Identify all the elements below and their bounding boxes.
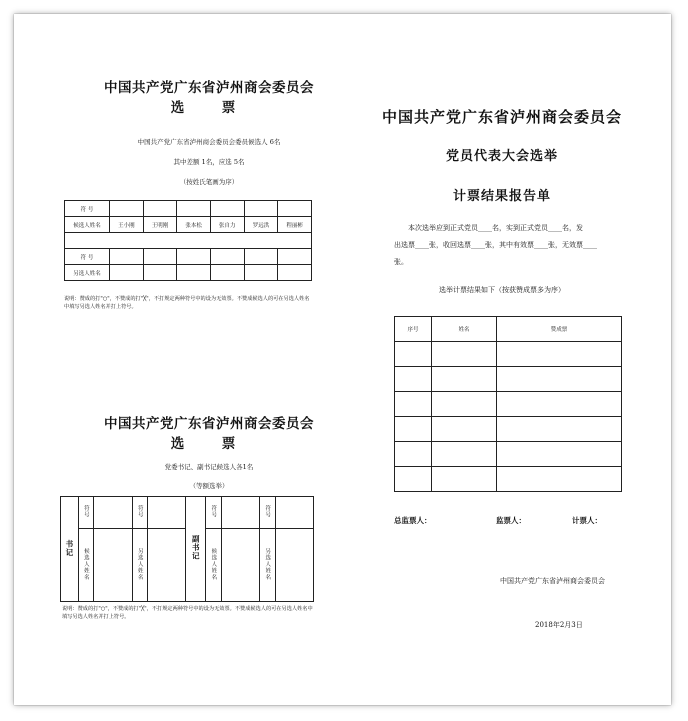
table-cell[interactable] <box>432 367 497 392</box>
vote-cell[interactable] <box>221 497 259 529</box>
table-cell[interactable] <box>497 417 622 442</box>
table-cell[interactable] <box>395 467 432 492</box>
candidate-name-cell[interactable] <box>221 529 259 602</box>
write-in-cell[interactable] <box>110 265 144 281</box>
table-cell[interactable] <box>432 392 497 417</box>
table-cell[interactable] <box>497 467 622 492</box>
vote-cell[interactable] <box>275 497 313 529</box>
candidate-name: 张自力 <box>210 217 244 233</box>
vote-cell[interactable] <box>210 201 244 217</box>
serial-label: 符号 <box>206 497 222 529</box>
document-page <box>14 14 671 705</box>
candidate-name-cell[interactable] <box>94 529 132 602</box>
ballot2-instructions: 说明：赞成的打"○"，不赞成的打"╳"，不打规定两种符号中的设为无效票。不赞成候选人的可在另选人姓名中填写另选人姓名并打上符号。 <box>62 606 313 620</box>
ballot2-election-type: （等额选举） <box>189 482 229 490</box>
other-name-label: 另选人姓名 <box>260 529 276 602</box>
table-cell[interactable] <box>432 417 497 442</box>
row-label: 另选人姓名 <box>65 265 110 281</box>
vote-cell[interactable] <box>143 201 177 217</box>
report-date: 2018年2月3日 <box>535 621 583 629</box>
ballot1-table <box>64 200 312 281</box>
table-cell[interactable] <box>395 442 432 467</box>
vote-cell[interactable] <box>278 249 312 265</box>
scrutineer-label: 监票人： <box>496 516 526 525</box>
report-para-line: 出选票____张，收回选票____张，其中有效票____张，无效票____ <box>394 241 597 249</box>
candidate-name-label: 候选人姓名 <box>206 529 222 602</box>
serial-label: 符号 <box>260 497 276 529</box>
row-label: 候选人姓名 <box>65 217 110 233</box>
write-in-cell[interactable] <box>177 265 211 281</box>
vote-cell[interactable] <box>177 249 211 265</box>
vote-cell[interactable] <box>177 201 211 217</box>
candidate-name: 罗远洪 <box>244 217 278 233</box>
col-header-votes: 赞成票 <box>497 317 622 342</box>
write-in-cell[interactable] <box>275 529 313 602</box>
ballot1-instructions: 说明：赞成的打"○"，不赞成的打"╳"，不打规定两种符号中的设为无效票。不赞成候选人的可在另选人姓名中填写另选人姓名并打上符号。 <box>64 296 310 310</box>
table-cell[interactable] <box>497 367 622 392</box>
table-cell[interactable] <box>395 367 432 392</box>
col-header-no: 序号 <box>395 317 432 342</box>
table-cell[interactable] <box>432 467 497 492</box>
vote-cell[interactable] <box>148 497 186 529</box>
ballot2-candidate-count: 党委书记、副书记候选人各1名 <box>164 463 254 471</box>
report-result-heading: 选举计票结果如下（按获赞成票多为序） <box>439 286 565 294</box>
write-in-cell[interactable] <box>210 265 244 281</box>
vote-cell[interactable] <box>278 201 312 217</box>
candidate-name: 张本松 <box>177 217 211 233</box>
report-para-line: 本次选举应到正式党员____名，实到正式党员____名，发 <box>408 224 583 232</box>
report-issuing-org: 中国共产党广东省泸州商会委员会 <box>500 577 605 585</box>
counter-label: 计票人： <box>572 516 602 525</box>
report-title-meeting: 党员代表大会选举 <box>445 149 558 164</box>
table-cell[interactable] <box>395 392 432 417</box>
vote-cell[interactable] <box>94 497 132 529</box>
vote-cell[interactable] <box>110 249 144 265</box>
report-title-org: 中国共产党广东省泸州商会委员会 <box>381 108 622 126</box>
write-in-cell[interactable] <box>278 265 312 281</box>
other-name-label: 另选人姓名 <box>132 529 148 602</box>
candidate-name-label: 候选人姓名 <box>78 529 94 602</box>
ballot1-candidate-count: 中国共产党广东省泸州商会委员会委员候选人 6名 <box>137 138 281 146</box>
serial-label: 符号 <box>132 497 148 529</box>
table-cell[interactable] <box>432 442 497 467</box>
ballot2-subtitle: 选 票 <box>170 436 248 452</box>
table-cell[interactable] <box>497 342 622 367</box>
vote-cell[interactable] <box>210 249 244 265</box>
report-attendance-paragraph <box>394 220 634 271</box>
chief-scrutineer-label: 总监票人： <box>394 516 432 525</box>
table-cell[interactable] <box>497 392 622 417</box>
vote-cell[interactable] <box>244 201 278 217</box>
ballot1-subtitle: 选 票 <box>170 100 248 116</box>
ballot1-title: 中国共产党广东省泸州商会委员会 <box>104 80 314 96</box>
deputy-secretary-label: 副书记 <box>186 497 206 602</box>
vote-cell[interactable] <box>143 249 177 265</box>
table-cell[interactable] <box>395 417 432 442</box>
table-cell[interactable] <box>395 342 432 367</box>
vote-cell[interactable] <box>110 201 144 217</box>
table-cell[interactable] <box>497 442 622 467</box>
report-para-line: 张。 <box>394 258 408 266</box>
candidate-name: 王明刚 <box>143 217 177 233</box>
ballot2-table <box>60 496 314 602</box>
col-header-name: 姓名 <box>432 317 497 342</box>
row-label: 符 号 <box>65 201 110 217</box>
write-in-cell[interactable] <box>143 265 177 281</box>
spacer-row <box>65 233 312 249</box>
vote-cell[interactable] <box>244 249 278 265</box>
candidate-name: 程丽彬 <box>278 217 312 233</box>
write-in-cell[interactable] <box>148 529 186 602</box>
ballot1-quota: 其中差额 1名，应选 5名 <box>173 158 245 166</box>
row-label: 符 号 <box>65 249 110 265</box>
ballot2-title: 中国共产党广东省泸州商会委员会 <box>104 416 314 432</box>
serial-label: 符号 <box>78 497 94 529</box>
candidate-name: 王小刚 <box>110 217 144 233</box>
ballot1-order-note: （按姓氏笔画为序） <box>179 178 239 186</box>
table-cell[interactable] <box>432 342 497 367</box>
report-title-form: 计票结果报告单 <box>452 189 551 204</box>
write-in-cell[interactable] <box>244 265 278 281</box>
report-results-table <box>394 316 622 492</box>
secretary-label: 书记 <box>61 497 79 602</box>
